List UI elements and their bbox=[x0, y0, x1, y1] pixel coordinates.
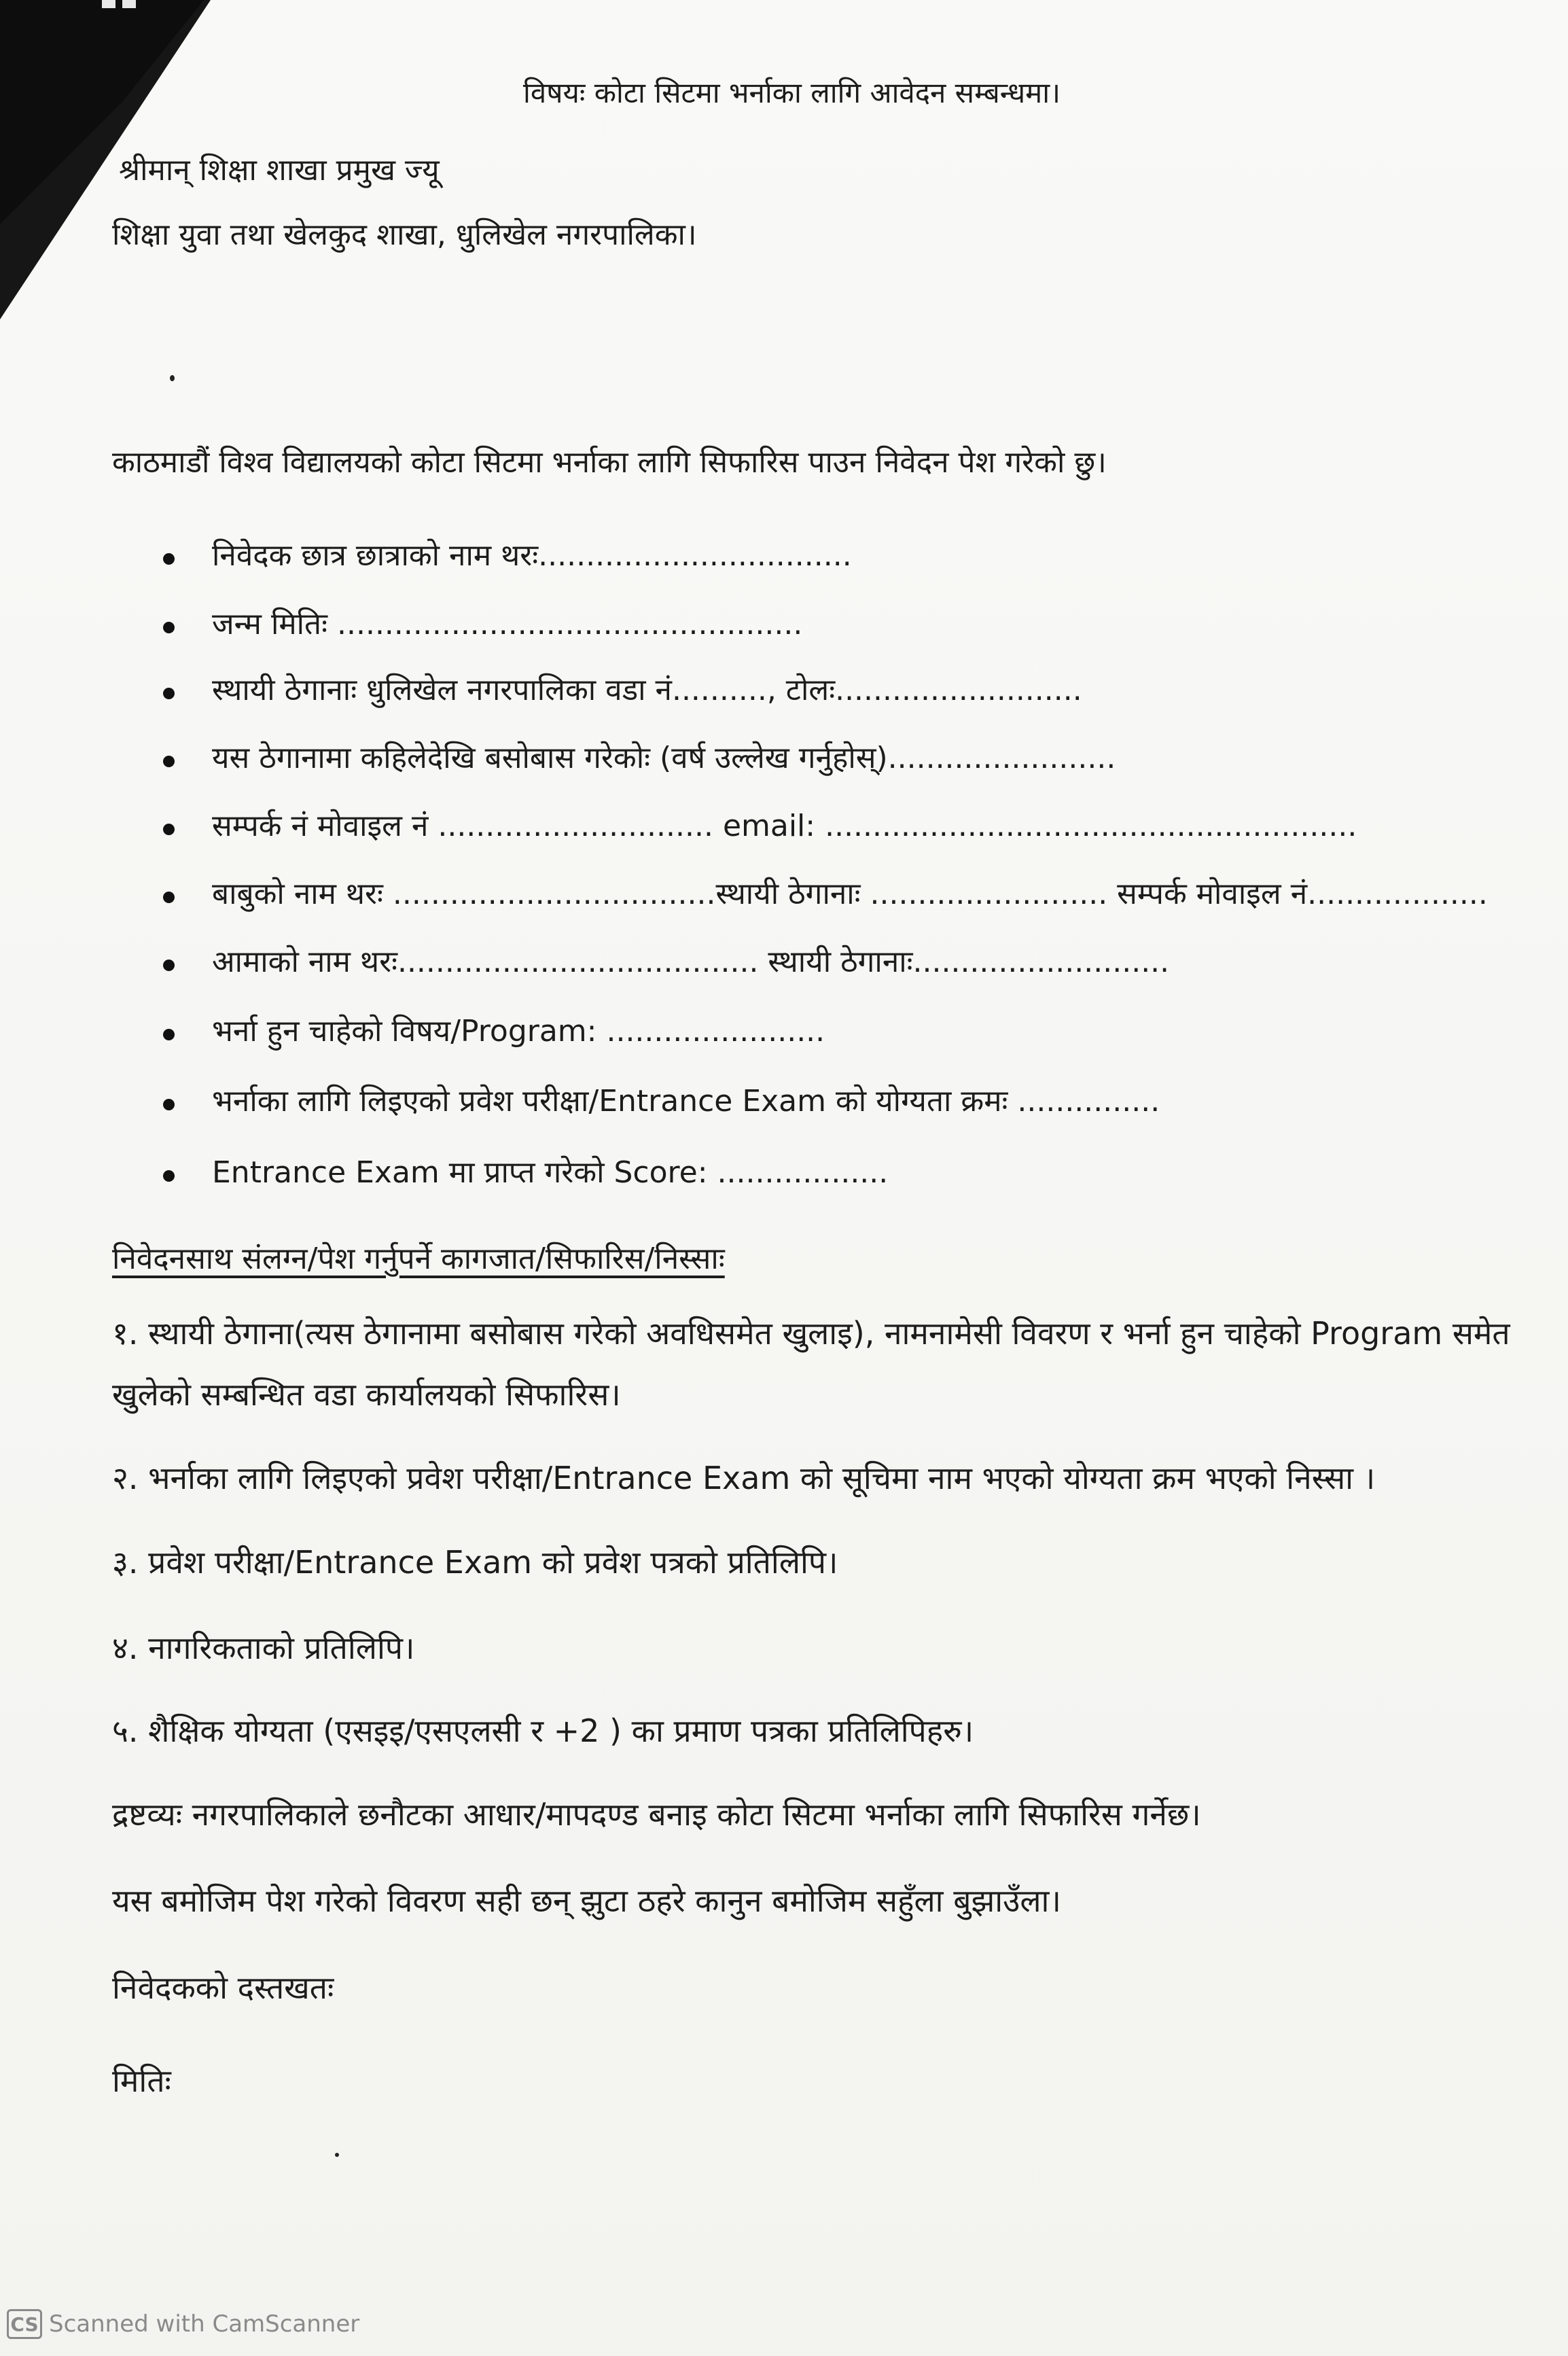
field-text: Entrance Exam मा प्राप्त गरेको Score: .................. bbox=[212, 1155, 889, 1190]
bullet-icon bbox=[163, 553, 175, 565]
field-text: भर्ना हुन चाहेको विषय/Program: ....................... bbox=[212, 1014, 825, 1049]
bullet-icon bbox=[163, 892, 175, 903]
camscanner-logo-icon: CS bbox=[7, 2309, 42, 2339]
field-text: यस ठेगानामा कहिलेदेखि बसोबास गरेकोः (वर्ष उल्लेख गर्नुहोस्)........................ bbox=[212, 741, 1116, 775]
declaration-paragraph: यस बमोजिम पेश गरेको विवरण सही छन् झुटा ठहरे कानुन बमोजिम सहुँला बुझाउँला। bbox=[112, 1882, 1061, 1919]
attachments-heading: निवेदनसाथ संलग्न/पेश गर्नुपर्ने कागजात/सिफारिस/निस्साः bbox=[112, 1242, 725, 1276]
field-text: बाबुको नाम थरः ..................................स्थायी ठेगानाः ......................... सम्पर्क मोवाइल नं................... bbox=[212, 877, 1488, 911]
note-paragraph: द्रष्टव्यः नगरपालिकाले छनौटका आधार/मापदण्ड बनाइ कोटा सिटमा भर्नाका लागि सिफारिस गर्नेछ। bbox=[112, 1796, 1201, 1833]
bullet-icon bbox=[163, 756, 175, 767]
field-text: स्थायी ठेगानाः धुलिखेल नगरपालिका वडा नं.........., टोलः.......................... bbox=[212, 673, 1082, 707]
signature-label: निवेदकको दस्तखतः bbox=[112, 1969, 334, 2006]
date-label: मितिः bbox=[112, 2062, 171, 2099]
bullet-icon bbox=[163, 824, 175, 835]
field-text: भर्नाका लागि लिइएको प्रवेश परीक्षा/Entrance Exam को योग्यता क्रमः ............... bbox=[212, 1084, 1160, 1119]
bullet-icon bbox=[163, 960, 175, 971]
field-text: आमाको नाम थरः...................................... स्थायी ठेगानाः........................... bbox=[212, 945, 1170, 979]
office-address: शिक्षा युवा तथा खेलकुद शाखा, धुलिखेल नगरपालिका। bbox=[112, 217, 697, 252]
attachment-item-1-line-1: १. स्थायी ठेगाना(त्यस ठेगानामा बसोबास गरेको अवधिसमेत खुलाइ), नामनामेसी विवरण र भर्ना हुन चाहेको Program समेत bbox=[112, 1315, 1510, 1352]
bullet-icon bbox=[163, 1170, 175, 1182]
attachment-item-1-line-2: खुलेको सम्बन्धित वडा कार्यालयको सिफारिस। bbox=[112, 1376, 621, 1413]
intro-paragraph: काठमाडौं विश्व विद्यालयको कोटा सिटमा भर्नाका लागि सिफारिस पाउन निवेदन पेश गरेको छु। bbox=[112, 445, 1107, 480]
attachment-item-2: २. भर्नाका लागि लिइएको प्रवेश परीक्षा/Entrance Exam को सूचिमा नाम भएको योग्यता क्रम भएको निस्सा । bbox=[112, 1460, 1376, 1496]
bullet-icon bbox=[163, 622, 175, 633]
bullet-icon bbox=[163, 1099, 175, 1110]
attachment-item-4: ४. नागरिकताको प्रतिलिपि। bbox=[112, 1630, 415, 1666]
field-text: सम्पर्क नं मोवाइल नं ............................. email: ........................................................ bbox=[212, 809, 1357, 843]
scan-speck bbox=[170, 375, 175, 381]
attachment-item-3: ३. प्रवेश परीक्षा/Entrance Exam को प्रवेश पत्रको प्रतिलिपि। bbox=[112, 1544, 838, 1581]
field-text: जन्म मितिः ................................................. bbox=[212, 607, 803, 641]
subject-line: विषयः कोटा सिटमा भर्नाका लागि आवेदन सम्बन्धमा। bbox=[523, 76, 1061, 109]
bullet-icon bbox=[163, 1029, 175, 1040]
camscanner-watermark bbox=[7, 2309, 359, 2339]
scan-speck bbox=[335, 2153, 339, 2157]
salutation: श्रीमान् शिक्षा शाखा प्रमुख ज्यू bbox=[119, 153, 440, 188]
attachment-item-5: ५. शैक्षिक योग्यता (एसइइ/एसएलसी र +2 ) का प्रमाण पत्रका प्रतिलिपिहरु। bbox=[112, 1712, 974, 1749]
bullet-icon bbox=[163, 688, 175, 699]
camscanner-text: Scanned with CamScanner bbox=[49, 2310, 360, 2338]
field-text: निवेदक छात्र छात्राको नाम थरः................................. bbox=[212, 538, 852, 573]
